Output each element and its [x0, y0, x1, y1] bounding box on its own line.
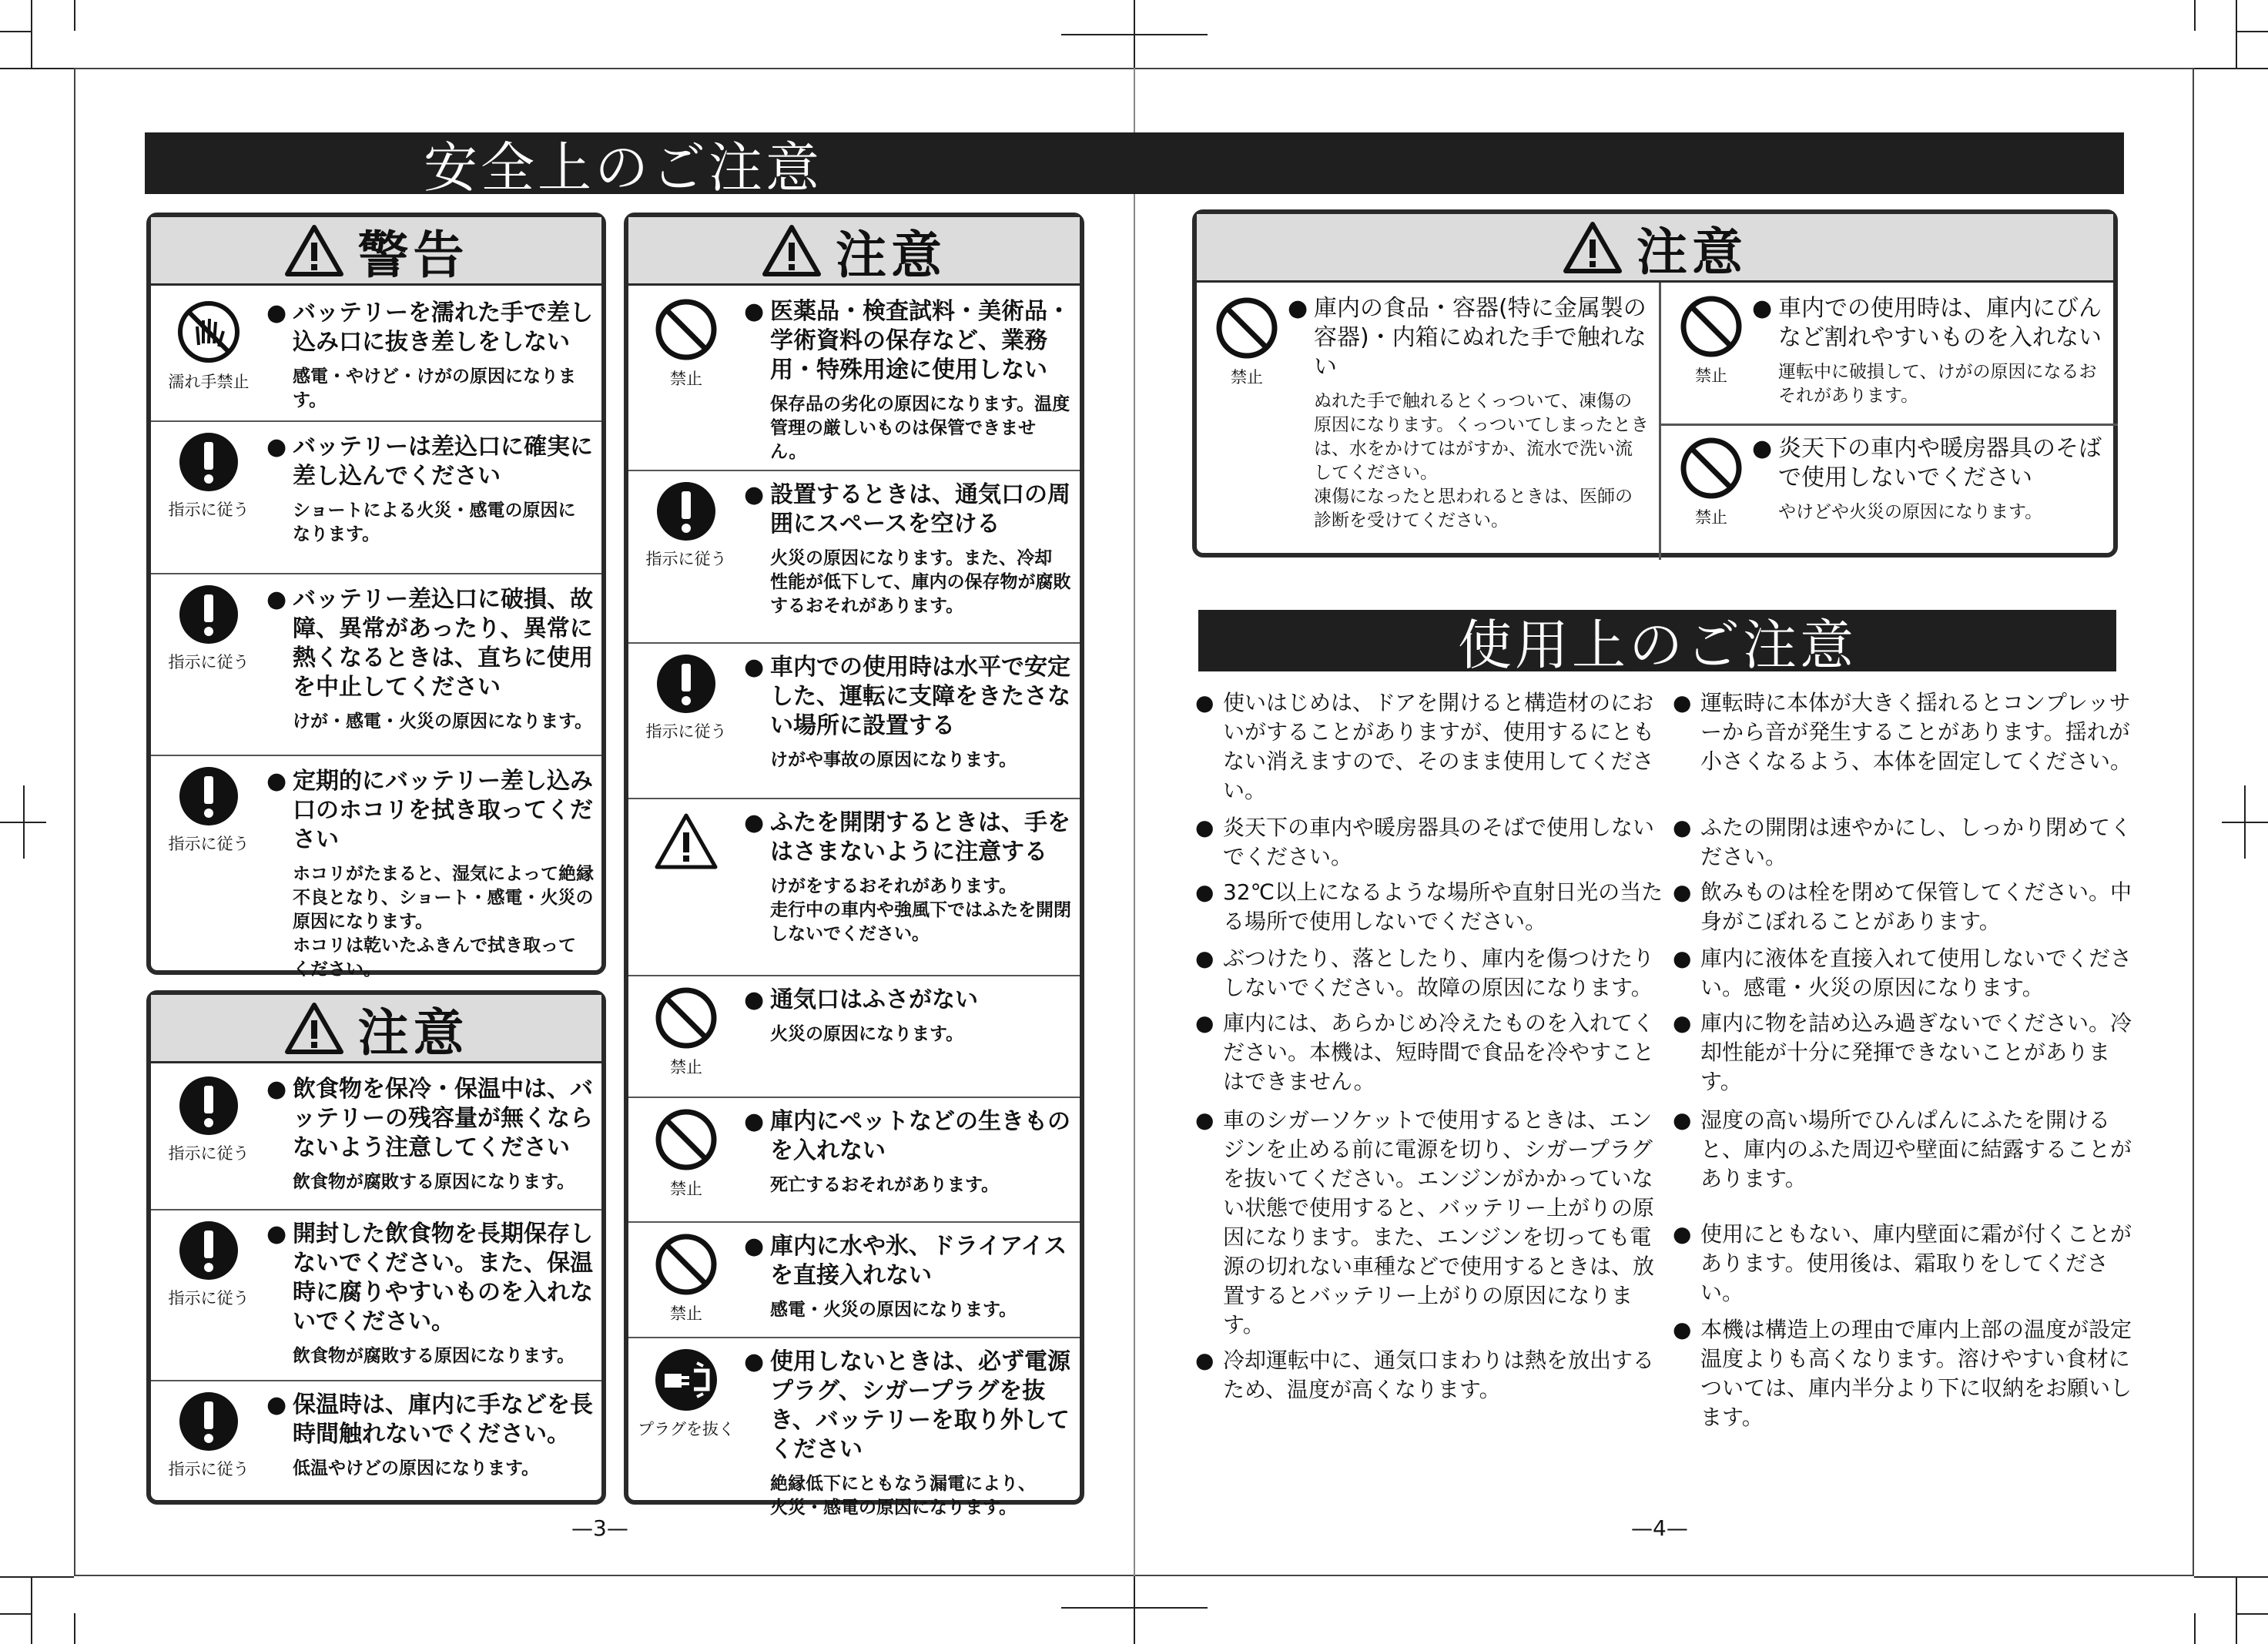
caution-item — [151, 1380, 601, 1503]
caution-text: ● 庫内に水や氷、ドライアイスを直接入れない — [744, 1232, 1072, 1291]
prohibited-icon — [1679, 294, 1744, 359]
mandatory-icon — [178, 1391, 240, 1452]
caution-text: ● 保温時は、庫内に手などを長時間触れないでください。 — [266, 1391, 594, 1449]
caution-box-right-title: 注意 — [1637, 222, 1747, 282]
caution-note: やけどや火災の原因になります。 — [1778, 502, 2043, 522]
caution-text: ● 設置するときは、通気口の周囲にスペースを空ける — [744, 480, 1072, 539]
caution-item — [628, 642, 1080, 798]
symbol-caption: 濡れ手禁止 — [168, 373, 250, 391]
caution-note: 火災の原因になります。 — [770, 1024, 964, 1044]
caution-item — [628, 1221, 1080, 1337]
warning-item — [151, 288, 601, 420]
caution-note: 飲食物が腐敗する原因になります。 — [293, 1172, 575, 1192]
unplug-icon — [654, 1348, 719, 1412]
prohibited-icon — [654, 986, 719, 1050]
caution-text: ● 炎天下の車内や暖房器具のそばで使用しないでください — [1752, 434, 2113, 493]
caution-box-center-header — [628, 217, 1080, 286]
caution-box-center — [624, 213, 1084, 1518]
symbol-caption: 禁止 — [670, 1304, 702, 1323]
prohibited-icon — [654, 1232, 719, 1297]
usage-item: ● 庫内に物を詰め込み過ぎないでください。冷却性能が十分に発揮できないことがあります。 — [1673, 1009, 2147, 1097]
caution-text: ● 庫内にペットなどの生きものを入れない — [744, 1107, 1072, 1166]
symbol-caption: 指示に従う — [168, 501, 250, 519]
caution-box-right-hdivider — [1661, 424, 2118, 426]
caution-text: ● 飲食物を保冷・保温中は、バッテリーの残容量が無くならないよう注意してください — [266, 1075, 594, 1163]
usage-item: ● 32℃以上になるような場所や直射日光の当たる場所で使用しないでください。 — [1195, 878, 1663, 936]
caution-item — [1661, 288, 2118, 419]
caution-item — [628, 975, 1080, 1097]
warning-note: 感電・やけど・けがの原因になります。 — [293, 367, 576, 410]
warning-triangle-icon — [284, 223, 344, 277]
symbol-caption: 禁止 — [670, 370, 702, 388]
caution-text: ● 車内での使用時は、庫内にびんなど割れやすいものを入れない — [1752, 294, 2113, 353]
caution-text: ● 医薬品・検査試料・美術品・学術資料の保存など、業務用・特殊用途に使用しない — [744, 297, 1072, 385]
caution-note: 飲食物が腐敗する原因になります。 — [293, 1346, 575, 1366]
caution-note: 絶縁低下にともなう漏電により、 火災・感電の原因になります。 — [770, 1474, 1036, 1518]
symbol-caption: 指示に従う — [168, 1144, 250, 1163]
caution-note: 運転中に破損して、けがの原因になるお それがあります。 — [1778, 362, 2097, 406]
usage-item: ● 庫内には、あらかじめ冷えたものを入れてください。本機は、短時間で食品を冷やすことはできません。 — [1195, 1009, 1663, 1097]
caution-triangle-icon — [284, 1001, 344, 1055]
usage-item: ● 庫内に液体を直接入れて使用しないでください。感電・火災の原因になります。 — [1673, 944, 2147, 1003]
caution-item — [628, 470, 1080, 642]
caution-text: ● 庫内の食品・容器(特に金属製の容器)・内箱にぬれた手で触れない — [1288, 294, 1654, 382]
caution-item — [1197, 288, 1659, 557]
center-fold — [1134, 68, 1135, 1576]
caution-item — [151, 1066, 601, 1209]
caution-box-left-header — [151, 995, 601, 1063]
caution-note: 保存品の劣化の原因になります。温度 管理の厳しいものは保管できません。 — [770, 394, 1070, 462]
caution-text: ● 開封した飲食物を長期保存しないでください。また、保温時に腐りやすいものを入れないでください。 — [266, 1220, 594, 1337]
symbol-caption: プラグを抜く — [638, 1420, 735, 1438]
usage-title: 使用上のご注意 — [1458, 613, 1857, 677]
symbol-caption: 禁止 — [1695, 367, 1727, 385]
caution-text: ● 車内での使用時は水平で安定した、運転に支障をきたさない場所に設置する — [744, 653, 1072, 741]
warning-text: ● 定期的にバッテリー差し込み口のホコリを拭き取ってください — [266, 767, 594, 855]
usage-item: ● ぶつけたり、落としたり、庫内を傷つけたりしないでください。故障の原因になります。 — [1195, 944, 1663, 1003]
caution-triangle-icon — [762, 223, 822, 277]
symbol-caption: 禁止 — [1231, 368, 1263, 387]
usage-item: ● 車のシガーソケットで使用するときは、エンジンを止める前に電源を切り、シガープラグを抜いてください。エンジンがかかっていない状態で使用すると、バッテリー上がりの原因になります。また、エンジンを切っても電源の切れない車種などで使用するときは、放置するとバッテリー上がりの原因になります。 — [1195, 1106, 1663, 1340]
usage-item: ● 炎天下の車内や暖房器具のそばで使用しないでください。 — [1195, 813, 1663, 872]
caution-item — [628, 288, 1080, 470]
usage-title-band — [1198, 610, 2116, 677]
mandatory-icon — [178, 1075, 240, 1137]
prohibited-icon — [1679, 436, 1744, 501]
caution-note: けがや事故の原因になります。 — [770, 750, 1017, 770]
caution-triangle-icon — [1563, 220, 1623, 274]
symbol-caption: 指示に従う — [168, 1460, 250, 1478]
symbol-caption: 禁止 — [670, 1180, 702, 1198]
warning-note: ホコリがたまると、湿気によって絶縁 不良となり、ショート・感電・火災の 原因になります。 ホコリは乾いたふきんで拭き取って ください。 — [293, 864, 594, 979]
caution-box-left — [146, 990, 606, 1505]
warning-text: ● バッテリーは差込口に確実に差し込んでください — [266, 433, 594, 491]
symbol-caption: 禁止 — [670, 1058, 702, 1076]
symbol-caption: 指示に従う — [168, 653, 250, 671]
caution-note: 低温やけどの原因になります。 — [293, 1458, 540, 1478]
caution-triangle-icon — [654, 812, 719, 870]
warning-item — [151, 573, 601, 755]
warning-box-header — [151, 217, 601, 286]
symbol-caption: 指示に従う — [168, 1289, 250, 1307]
caution-box-right-header — [1197, 214, 2113, 283]
caution-box-right — [1192, 209, 2118, 557]
usage-item: ● 冷却運転中に、通気口まわりは熱を放出するため、温度が高くなります。 — [1195, 1346, 1663, 1405]
warning-item — [151, 755, 601, 978]
warning-item — [151, 420, 601, 573]
mandatory-icon — [178, 584, 240, 645]
symbol-caption: 禁止 — [1695, 508, 1727, 527]
mandatory-icon — [178, 1220, 240, 1281]
caution-item — [628, 798, 1080, 975]
caution-box-center-title: 注意 — [836, 225, 946, 285]
page-number-4: —4— — [1631, 1515, 1688, 1541]
mandatory-icon — [178, 765, 240, 827]
caution-item — [628, 1337, 1080, 1518]
caution-note: ぬれた手で触れるとくっついて、凍傷の 原因になります。くっついてしまったとき は、水をかけてはがすか、流水で洗い流 してください。 凍傷になったと思われるときは、医師の 診断を受けてください。 — [1314, 391, 1649, 531]
prohibited-icon — [654, 1107, 719, 1172]
warning-text: ● バッテリーを濡れた手で差し込み口に抜き差しをしない — [266, 299, 594, 357]
warning-box — [146, 213, 606, 979]
warning-note: けが・感電・火災の原因になります。 — [293, 712, 593, 732]
symbol-caption: 指示に従う — [645, 722, 727, 741]
usage-item: ● 使いはじめは、ドアを開けると構造材のにおいがすることがありますが、使用するにともない消えますので、そのまま使用してください。 — [1195, 688, 1663, 805]
prohibited-icon — [1214, 296, 1279, 360]
caution-note: 火災の原因になります。また、冷却 性能が低下して、庫内の保存物が腐敗 するおそれがあります。 — [770, 548, 1071, 616]
caution-box-left-title: 注意 — [357, 1003, 469, 1063]
usage-item: ● 使用にともない、庫内壁面に霜が付くことがあります。使用後は、霜取りをしてください。 — [1673, 1220, 2147, 1307]
usage-item: ● 湿度の高い場所でひんぱんにふたを開けると、庫内のふた周辺や壁面に結露することがあります。 — [1673, 1106, 2147, 1194]
usage-item: ● 飲みものは栓を閉めて保管してください。中身がこぼれることがあります。 — [1673, 878, 2147, 936]
prohibited-icon — [654, 297, 719, 362]
safety-title: 安全上のご注意 — [424, 136, 822, 199]
caution-item — [628, 1097, 1080, 1221]
caution-item — [1661, 428, 2118, 559]
caution-item — [151, 1209, 601, 1380]
mandatory-icon — [178, 431, 240, 493]
symbol-caption: 指示に従う — [168, 835, 250, 853]
wet-hand-prohibited-icon — [176, 299, 242, 365]
warning-text: ● バッテリー差込口に破損、故障、異常があったり、異常に熱くなるときは、直ちに使用を中止してください — [266, 585, 594, 702]
mandatory-icon — [655, 653, 717, 715]
usage-item: ● 本機は構造上の理由で庫内上部の温度が設定温度よりも高くなります。溶けやすい食材については、庫内半分より下に収納をお願いします。 — [1673, 1315, 2147, 1432]
caution-note: 感電・火災の原因になります。 — [770, 1300, 1017, 1320]
page-number-3: —3— — [571, 1515, 628, 1541]
warning-note: ショートによる火災・感電の原因に なります。 — [293, 501, 576, 544]
warning-box-title: 警告 — [357, 225, 469, 285]
caution-note: 死亡するおそれがあります。 — [770, 1175, 1000, 1195]
caution-text: ● 使用しないときは、必ず電源プラグ、シガープラグを抜き、バッテリーを取り外してください — [744, 1348, 1072, 1465]
caution-text: ● ふたを開閉するときは、手をはさまないように注意する — [744, 809, 1072, 867]
usage-item: ● 運転時に本体が大きく揺れるとコンプレッサーから音が発生することがあります。揺れが小さくなるよう、本体を固定してください。 — [1673, 688, 2147, 776]
safety-title-band — [145, 132, 2124, 199]
caution-note: けがをするおそれがあります。 走行中の車内や強風下ではふたを開閉 しないでください。 — [770, 876, 1071, 944]
caution-text: ● 通気口はふさがない — [744, 986, 1072, 1015]
symbol-caption: 指示に従う — [645, 550, 727, 568]
mandatory-icon — [655, 480, 717, 542]
usage-item: ● ふたの開閉は速やかにし、しっかり閉めてください。 — [1673, 813, 2147, 872]
